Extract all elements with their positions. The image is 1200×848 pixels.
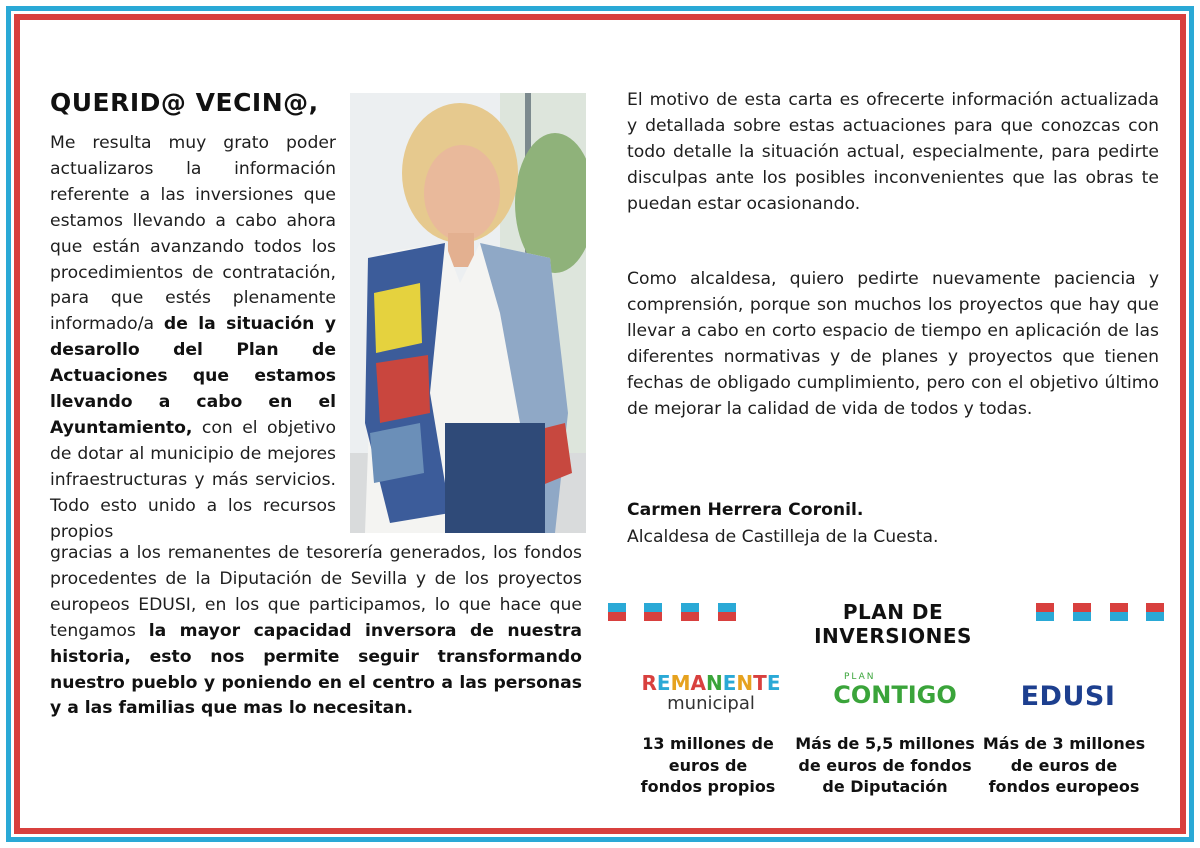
stat-line: fondos europeos [988, 777, 1140, 796]
edusi-logo-text: EDUSI [1020, 681, 1116, 712]
greeting-heading: QUERID@ VECIN@, [50, 88, 319, 117]
letter-right-paragraph-2: Como alcaldesa, quiero pedirte nuevamente paciencia y comprensión, porque son muchos los proyectos que hay que llevar a cabo en corto espacio de tiempo en aplicación de las diferentes normativas y de planes y proyectos que tienen fechas de obligado cumplimiento, pero con el objetivo último de mejorar la calidad de vida de todos y todas. [627, 269, 1159, 419]
signature-role: Alcaldesa de Castilleja de la Cuesta. [627, 527, 939, 547]
left-col-bold-text: de la situación y desarollo del Plan de Actuaciones que estamos llevando a cabo en el Ayuntamiento, [50, 314, 336, 438]
stat-edusi [982, 733, 1146, 798]
signature-name: Carmen Herrera Coronil. [627, 500, 864, 520]
left-bottom-text: gracias a los remanentes de tesorería generados, los fondos procedentes de la Diputación de Sevilla y de los proyectos europeos EDUSI, en los que participamos, lo que hace que tengamos [50, 543, 582, 641]
signature-block [627, 497, 938, 551]
stat-line: Más de 5,5 millones [795, 734, 975, 753]
remanente-logo-subtitle: municipal [667, 693, 755, 714]
letter-left-column [50, 131, 336, 546]
stat-line: de euros de fondos [798, 755, 972, 775]
decor-square [1146, 603, 1164, 621]
stat-line: 13 millones de [642, 734, 774, 753]
left-col-text: Me resulta muy grato poder actualizaros la información referente a las inversiones que estamos llevando a cabo ahora que están avanzando todos los procedimientos de contratación, para que estés plenamente informado/a [50, 133, 336, 335]
edusi-logo [1008, 672, 1128, 722]
remanente-logo-title: REMANENTE [641, 671, 781, 695]
plan-contigo-logo [820, 672, 970, 722]
decor-square [644, 603, 662, 621]
contigo-logo-big: CONTIGO [833, 681, 957, 709]
decor-square [681, 603, 699, 621]
plan-header-bar [608, 600, 1168, 648]
mayor-portrait-photo [350, 93, 586, 533]
decor-square [608, 603, 626, 621]
remanente-municipal-logo [638, 672, 784, 722]
stat-line: Más de 3 millones [982, 734, 1146, 753]
stat-line: de Diputación [822, 777, 948, 796]
stat-line: fondos propios [640, 777, 776, 796]
contigo-logo-small: PLAN [844, 672, 876, 682]
portrait-illustration [350, 93, 586, 533]
plan-title: PLAN DE INVERSIONES [814, 600, 972, 648]
decor-square [718, 603, 736, 621]
letter-left-bottom [50, 541, 582, 722]
decor-square [1110, 603, 1128, 621]
stat-contigo [792, 733, 978, 798]
left-col-tail-text: con el objetivo de dotar al municipio de mejores infraestructuras y más servicios. Todo esto unido a los recursos propios [50, 417, 336, 542]
stat-line: de euros de [1010, 755, 1118, 775]
decor-square [1036, 603, 1054, 621]
stat-line: euros de [668, 755, 748, 775]
letter-right-paragraph-1: El motivo de esta carta es ofrecerte información actualizada y detallada sobre estas actuaciones para que conozcas con todo detalle la situación actual, especialmente, para pedirte disculpas ante los posibles inconvenientes que las obras te puedan estar ocasionando. [627, 90, 1159, 214]
decor-square [1073, 603, 1091, 621]
stat-remanente [630, 733, 786, 798]
left-bottom-bold-text: la mayor capacidad inversora de nuestra historia, esto nos permite seguir transformando nuestro pueblo y poniendo en el centro a las personas y a las familias que mas lo necesitan. [50, 620, 582, 719]
